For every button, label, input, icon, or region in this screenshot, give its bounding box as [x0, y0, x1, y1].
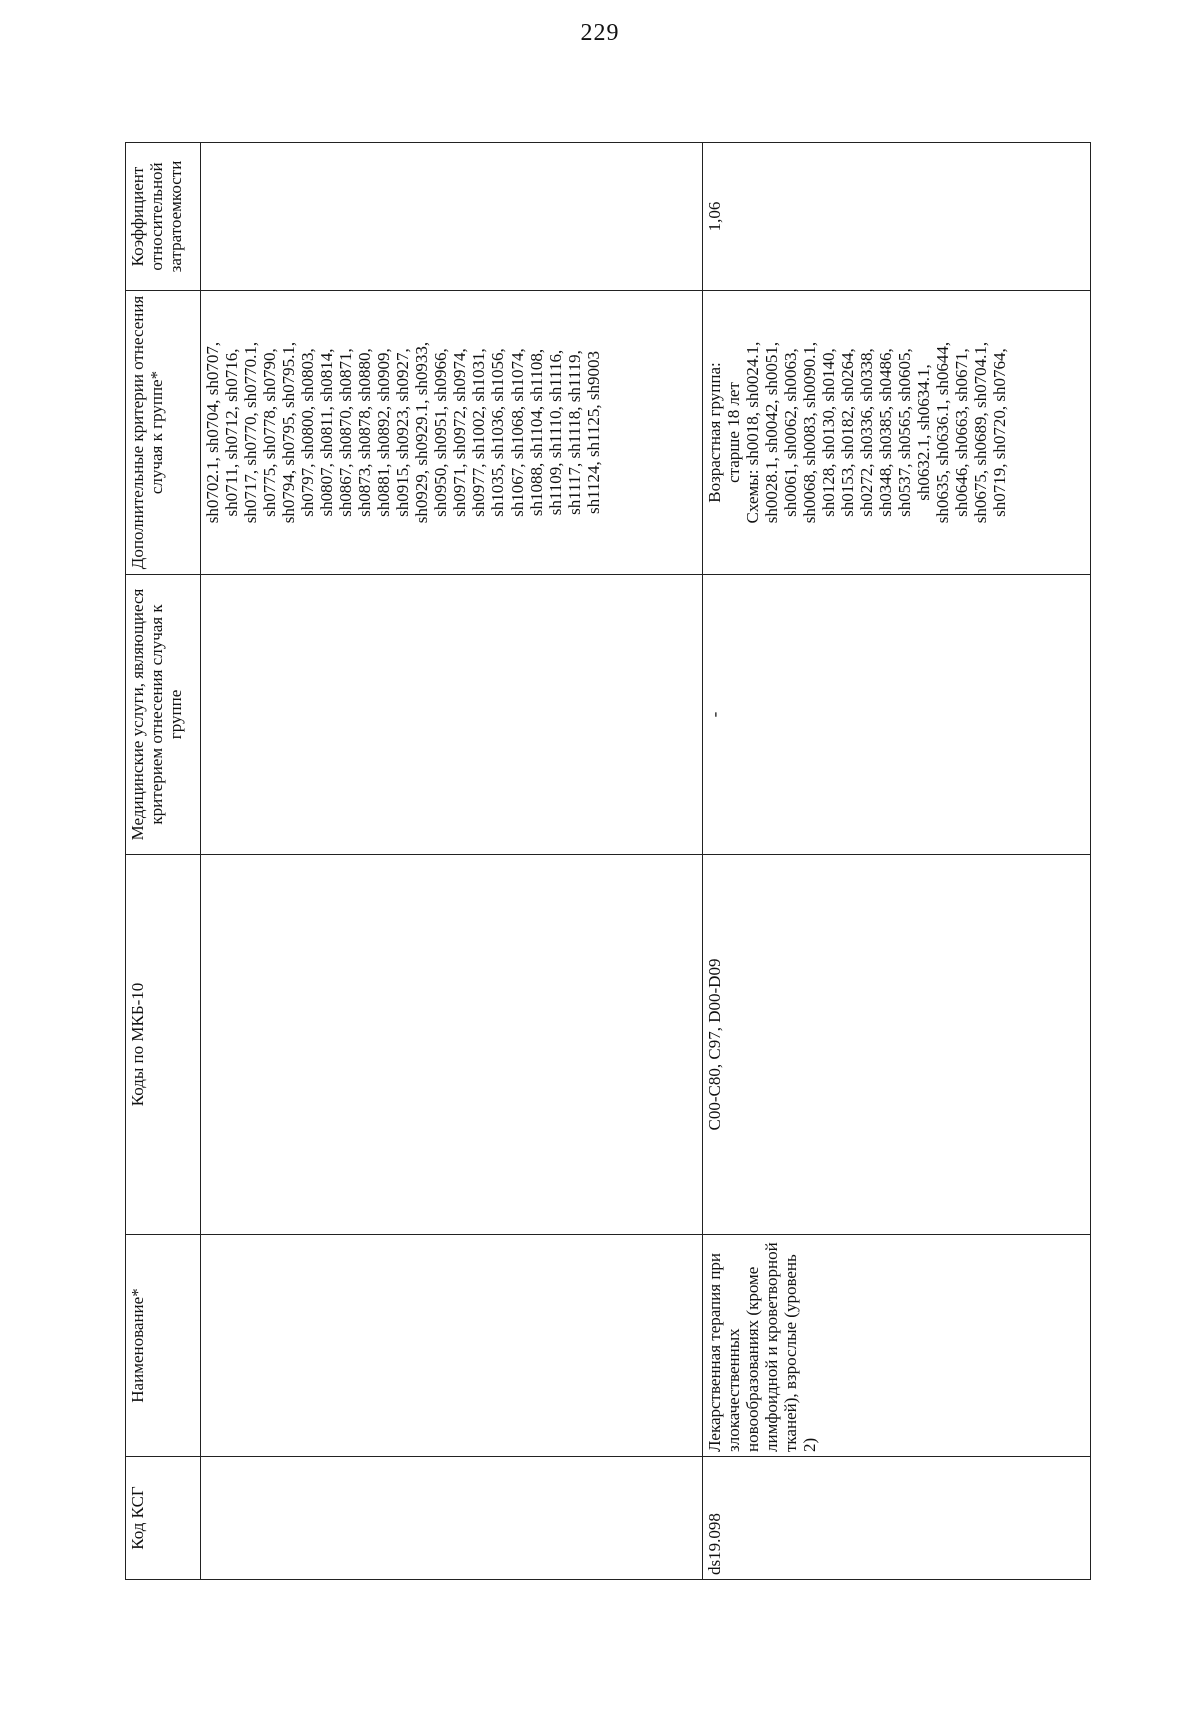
- criteria-line: sh0719, sh0720, sh0764,: [990, 348, 1010, 517]
- criteria-line: sh0272, sh0336, sh0338,: [857, 348, 877, 517]
- cell-icd: C00-C80, C97, D00-D09: [703, 855, 1091, 1235]
- criteria-line: sh0646, sh0663, sh0671,: [952, 348, 972, 517]
- rotated-table: [125, 143, 1090, 1580]
- criteria-line: sh0950, sh0951, sh0966,: [431, 348, 451, 517]
- criteria-line: старше 18 лет: [724, 382, 744, 483]
- criteria-line: sh1117, sh1118, sh1119,: [564, 350, 584, 515]
- cell-criteria: [703, 291, 1091, 575]
- criteria-line: sh0632.1, sh0634.1,: [914, 364, 934, 501]
- header-services: Медицинские услуги, являющиеся критерием отнесения случая к группе: [126, 575, 201, 855]
- criteria-line: sh0675, sh0689, sh0704.1,: [971, 341, 991, 524]
- table-row: [703, 143, 1091, 1580]
- rotated-table-container: [125, 143, 1090, 1580]
- criteria-line: sh1035, sh1036, sh1056,: [488, 348, 508, 517]
- cell-coef: 1,06: [703, 143, 1091, 291]
- cell-coef: [201, 143, 703, 291]
- criteria-line: sh0929, sh0929.1, sh0933,: [412, 341, 432, 524]
- criteria-line: sh0807, sh0811, sh0814,: [317, 348, 337, 517]
- criteria-line: sh0028.1, sh0042, sh0051,: [762, 341, 782, 524]
- criteria-line: sh0717, sh0770, sh0770.1,: [241, 341, 261, 524]
- criteria-line: sh0711, sh0712, sh0716,: [222, 348, 242, 517]
- header-criteria: Дополнительные критерии отнесения случая к группе*: [126, 291, 201, 575]
- cell-name: [201, 1235, 703, 1457]
- criteria-line: sh0635, sh0636.1, sh0644,: [933, 341, 953, 524]
- cell-code: ds19.098: [703, 1457, 1091, 1580]
- cell-code: [201, 1457, 703, 1580]
- header-coef: Коэффициент относительной затратоемкости: [126, 143, 201, 291]
- criteria-line: sh0915, sh0923, sh0927,: [393, 348, 413, 517]
- criteria-line: sh0977, sh1002, sh1031,: [469, 348, 489, 517]
- criteria-line: Возрастная группа:: [705, 362, 724, 503]
- cell-criteria: [201, 291, 703, 575]
- criteria-line: sh0348, sh0385, sh0486,: [876, 348, 896, 517]
- criteria-line: sh0797, sh0800, sh0803,: [298, 348, 318, 517]
- cell-icd: [201, 855, 703, 1235]
- cell-services: -: [703, 575, 1091, 855]
- criteria-line: sh0128, sh0130, sh0140,: [819, 348, 839, 517]
- cell-name: Лекарственная терапия при злокачественных новообразованиях (кроме лимфоидной и кроветворной тканей), взрослые (уровень 2): [703, 1235, 1091, 1457]
- header-code: Код КСГ: [126, 1457, 201, 1580]
- page-number: 229: [580, 20, 620, 46]
- criteria-line: sh1124, sh1125, sh9003: [583, 350, 603, 515]
- criteria-line: sh0153, sh0182, sh0264,: [838, 348, 858, 517]
- criteria-line: sh0867, sh0870, sh0871,: [336, 348, 356, 517]
- table-header-row: [126, 143, 201, 1580]
- criteria-line: sh0775, sh0778, sh0790,: [260, 348, 280, 517]
- criteria-line: sh0537, sh0565, sh0605,: [895, 348, 915, 517]
- table-row: [201, 143, 703, 1580]
- criteria-line: sh0702.1, sh0704, sh0707,: [203, 341, 222, 524]
- criteria-line: sh0971, sh0972, sh0974,: [450, 348, 470, 517]
- cell-services: [201, 575, 703, 855]
- criteria-line: Схемы: sh0018, sh0024.1,: [743, 341, 763, 524]
- header-name: Наименование*: [126, 1235, 201, 1457]
- criteria-line: sh0881, sh0892, sh0909,: [374, 348, 394, 517]
- criteria-line: sh0873, sh0878, sh0880,: [355, 348, 375, 517]
- criteria-line: sh0794, sh0795, sh0795.1,: [279, 341, 299, 524]
- header-icd: Коды по МКБ-10: [126, 855, 201, 1235]
- criteria-line: sh1067, sh1068, sh1074,: [507, 348, 527, 517]
- criteria-line: sh1109, sh1110, sh1116,: [545, 349, 565, 516]
- criteria-line: sh0068, sh0083, sh0090.1,: [800, 341, 820, 524]
- criteria-line: sh1088, sh1104, sh1108,: [526, 348, 546, 517]
- criteria-line: sh0061, sh0062, sh0063,: [781, 348, 801, 517]
- ksg-table: [125, 142, 1091, 1580]
